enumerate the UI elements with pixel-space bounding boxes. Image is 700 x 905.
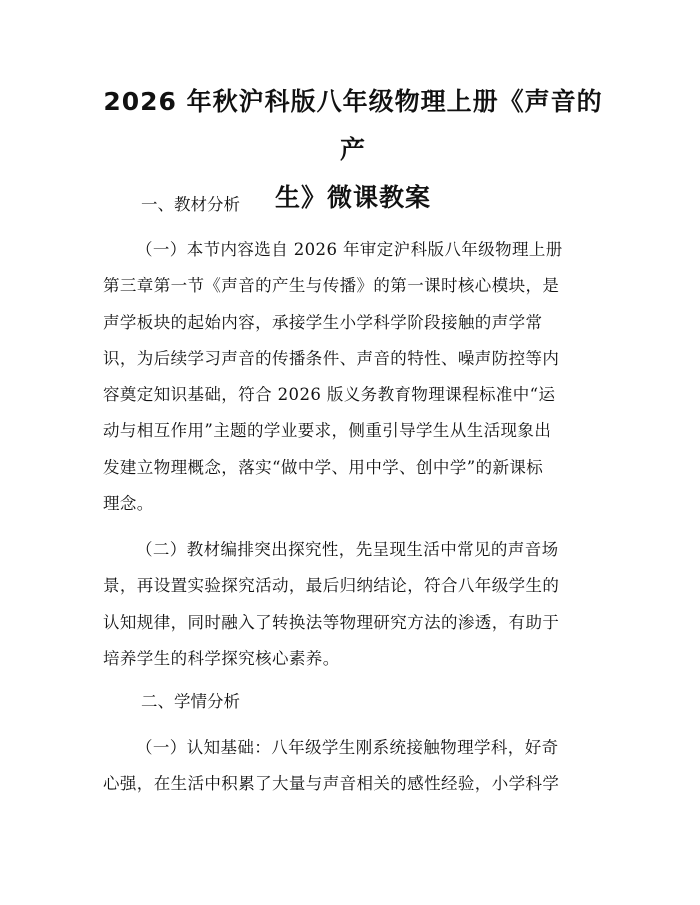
paragraph-line: 第三章第一节《声音的产生与传播》的第一课时核心模块，是 bbox=[103, 276, 560, 296]
paragraph-textbook-analysis-1 bbox=[103, 232, 600, 522]
paragraph-textbook-analysis-2 bbox=[103, 532, 600, 677]
paragraph-line: 培养学生的科学探究核心素养。 bbox=[103, 648, 340, 668]
paragraph-line: （一）本节内容选自 2026 年审定沪科版八年级物理上册 bbox=[136, 240, 563, 259]
section-heading-textbook-analysis: 一、教材分析 bbox=[141, 195, 240, 214]
paragraph-line: 理念。 bbox=[103, 494, 154, 514]
paragraph-line: （一）认知基础：八年级学生刚系统接触物理学科，好奇 bbox=[136, 738, 559, 757]
paragraph-line: （二）教材编排突出探究性，先呈现生活中常见的声音场 bbox=[136, 540, 559, 559]
title-line-2: 生》微课教案 bbox=[274, 183, 431, 212]
paragraph-line: 识，为后续学习声音的传播条件、声音的特性、噪声防控等内 bbox=[103, 348, 560, 368]
paragraph-line: 心强，在生活中积累了大量与声音相关的感性经验，小学科学 bbox=[103, 774, 560, 794]
paragraph-line: 景，再设置实验探究活动，最后归纳结论，符合八年级学生的 bbox=[103, 576, 560, 596]
paragraph-line: 动与相互作用”主题的学业要求，侧重引导学生从生活现象出 bbox=[103, 421, 552, 441]
paragraph-student-analysis-1 bbox=[103, 730, 600, 803]
paragraph-line: 发建立物理概念，落实“做中学、用中学、创中学”的新课标 bbox=[103, 457, 544, 477]
section-heading-student-analysis: 二、学情分析 bbox=[141, 692, 240, 711]
paragraph-line: 认知规律，同时融入了转换法等物理研究方法的渗透，有助于 bbox=[103, 612, 560, 632]
title-line-1: 2026 年秋沪科版八年级物理上册《声音的产 bbox=[103, 87, 603, 164]
paragraph-line: 声学板块的起始内容，承接学生小学科学阶段接触的声学常 bbox=[103, 312, 543, 332]
paragraph-line: 容奠定知识基础，符合 2026 版义务教育物理课程标准中“运 bbox=[103, 385, 556, 405]
